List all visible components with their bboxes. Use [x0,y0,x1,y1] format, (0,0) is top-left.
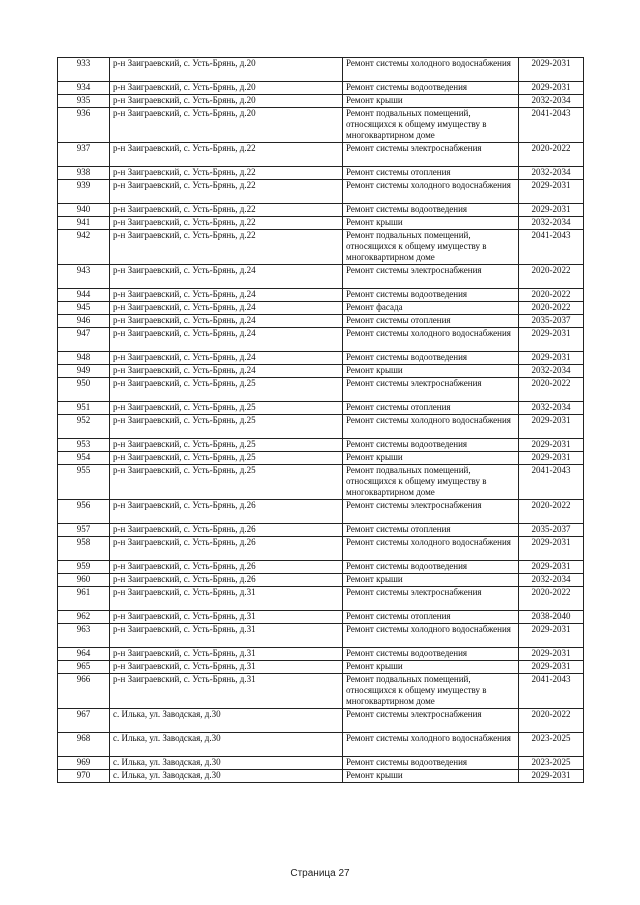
table-row [58,624,584,648]
row-number-cell: 961 [58,587,110,611]
table-body [58,58,584,783]
address-cell: с. Илька, ул. Заводская, д.30 [110,709,343,733]
row-number-cell: 960 [58,574,110,587]
period-cell: 2032-2034 [519,402,584,415]
period-cell: 2032-2034 [519,574,584,587]
table-row [58,58,584,82]
table-row [58,108,584,143]
address-cell: р-н Заиграевский, с. Усть-Брянь, д.20 [110,95,343,108]
work-type-cell: Ремонт системы электроснабжения [343,378,519,402]
table-row [58,733,584,757]
period-cell: 2023-2025 [519,733,584,757]
table-row [58,648,584,661]
period-cell: 2020-2022 [519,500,584,524]
work-type-cell: Ремонт крыши [343,661,519,674]
work-type-cell: Ремонт крыши [343,452,519,465]
row-number-cell: 947 [58,328,110,352]
table-row [58,537,584,561]
address-cell: р-н Заиграевский, с. Усть-Брянь, д.26 [110,537,343,561]
period-cell: 2041-2043 [519,674,584,709]
work-type-cell: Ремонт системы холодного водоснабжения [343,415,519,439]
address-cell: р-н Заиграевский, с. Усть-Брянь, д.31 [110,648,343,661]
work-type-cell: Ремонт системы отопления [343,167,519,180]
period-cell: 2020-2022 [519,378,584,402]
table-row [58,230,584,265]
address-cell: р-н Заиграевский, с. Усть-Брянь, д.25 [110,439,343,452]
row-number-cell: 949 [58,365,110,378]
work-type-cell: Ремонт системы холодного водоснабжения [343,58,519,82]
address-cell: р-н Заиграевский, с. Усть-Брянь, д.31 [110,674,343,709]
row-number-cell: 969 [58,757,110,770]
row-number-cell: 963 [58,624,110,648]
work-type-cell: Ремонт системы электроснабжения [343,587,519,611]
work-type-cell: Ремонт системы водоотведения [343,439,519,452]
row-number-cell: 968 [58,733,110,757]
address-cell: р-н Заиграевский, с. Усть-Брянь, д.24 [110,289,343,302]
address-cell: р-н Заиграевский, с. Усть-Брянь, д.24 [110,352,343,365]
row-number-cell: 954 [58,452,110,465]
address-cell: р-н Заиграевский, с. Усть-Брянь, д.31 [110,587,343,611]
address-cell: р-н Заиграевский, с. Усть-Брянь, д.20 [110,82,343,95]
period-cell: 2029-2031 [519,561,584,574]
table-row [58,289,584,302]
row-number-cell: 959 [58,561,110,574]
row-number-cell: 951 [58,402,110,415]
period-cell: 2020-2022 [519,265,584,289]
period-cell: 2038-2040 [519,611,584,624]
period-cell: 2023-2025 [519,757,584,770]
address-cell: р-н Заиграевский, с. Усть-Брянь, д.31 [110,661,343,674]
address-cell: р-н Заиграевский, с. Усть-Брянь, д.25 [110,402,343,415]
period-cell: 2041-2043 [519,465,584,500]
period-cell: 2029-2031 [519,180,584,204]
work-type-cell: Ремонт системы водоотведения [343,648,519,661]
row-number-cell: 939 [58,180,110,204]
period-cell: 2020-2022 [519,709,584,733]
address-cell: с. Илька, ул. Заводская, д.30 [110,757,343,770]
period-cell: 2029-2031 [519,82,584,95]
work-type-cell: Ремонт системы электроснабжения [343,500,519,524]
period-cell: 2035-2037 [519,315,584,328]
period-cell: 2035-2037 [519,524,584,537]
row-number-cell: 952 [58,415,110,439]
work-type-cell: Ремонт подвальных помещений, относящихся к общему имуществу в многоквартирном доме [343,230,519,265]
work-type-cell: Ремонт системы отопления [343,524,519,537]
row-number-cell: 935 [58,95,110,108]
row-number-cell: 962 [58,611,110,624]
table-row [58,402,584,415]
period-cell: 2020-2022 [519,587,584,611]
work-type-cell: Ремонт системы холодного водоснабжения [343,180,519,204]
row-number-cell: 942 [58,230,110,265]
table-row [58,365,584,378]
table-row [58,770,584,783]
table-row [58,587,584,611]
address-cell: р-н Заиграевский, с. Усть-Брянь, д.24 [110,328,343,352]
work-type-cell: Ремонт крыши [343,217,519,230]
row-number-cell: 964 [58,648,110,661]
table-row [58,452,584,465]
address-cell: р-н Заиграевский, с. Усть-Брянь, д.26 [110,574,343,587]
address-cell: р-н Заиграевский, с. Усть-Брянь, д.31 [110,624,343,648]
address-cell: р-н Заиграевский, с. Усть-Брянь, д.22 [110,143,343,167]
row-number-cell: 933 [58,58,110,82]
period-cell: 2032-2034 [519,95,584,108]
row-number-cell: 955 [58,465,110,500]
period-cell: 2029-2031 [519,624,584,648]
work-type-cell: Ремонт системы холодного водоснабжения [343,624,519,648]
row-number-cell: 940 [58,204,110,217]
table-row [58,82,584,95]
work-type-cell: Ремонт системы холодного водоснабжения [343,537,519,561]
table-row [58,217,584,230]
period-cell: 2020-2022 [519,302,584,315]
period-cell: 2032-2034 [519,217,584,230]
address-cell: р-н Заиграевский, с. Усть-Брянь, д.22 [110,180,343,204]
work-type-cell: Ремонт системы водоотведения [343,352,519,365]
work-type-cell: Ремонт фасада [343,302,519,315]
work-type-cell: Ремонт системы отопления [343,315,519,328]
period-cell: 2029-2031 [519,439,584,452]
row-number-cell: 946 [58,315,110,328]
table-row [58,709,584,733]
address-cell: р-н Заиграевский, с. Усть-Брянь, д.22 [110,217,343,230]
period-cell: 2029-2031 [519,661,584,674]
period-cell: 2020-2022 [519,143,584,167]
address-cell: р-н Заиграевский, с. Усть-Брянь, д.31 [110,611,343,624]
work-type-cell: Ремонт системы электроснабжения [343,143,519,167]
period-cell: 2041-2043 [519,230,584,265]
work-type-cell: Ремонт подвальных помещений, относящихся к общему имуществу в многоквартирном доме [343,108,519,143]
address-cell: р-н Заиграевский, с. Усть-Брянь, д.24 [110,365,343,378]
table-row [58,524,584,537]
row-number-cell: 941 [58,217,110,230]
work-type-cell: Ремонт системы электроснабжения [343,265,519,289]
row-number-cell: 934 [58,82,110,95]
address-cell: р-н Заиграевский, с. Усть-Брянь, д.26 [110,561,343,574]
period-cell: 2029-2031 [519,415,584,439]
period-cell: 2029-2031 [519,352,584,365]
row-number-cell: 937 [58,143,110,167]
row-number-cell: 938 [58,167,110,180]
period-cell: 2029-2031 [519,452,584,465]
period-cell: 2032-2034 [519,167,584,180]
table-row [58,439,584,452]
period-cell: 2020-2022 [519,289,584,302]
table-row [58,611,584,624]
address-cell: с. Илька, ул. Заводская, д.30 [110,733,343,757]
work-type-cell: Ремонт подвальных помещений, относящихся к общему имуществу в многоквартирном доме [343,465,519,500]
address-cell: р-н Заиграевский, с. Усть-Брянь, д.24 [110,315,343,328]
page-number: Страница 27 [290,868,350,879]
address-cell: р-н Заиграевский, с. Усть-Брянь, д.22 [110,167,343,180]
work-type-cell: Ремонт крыши [343,574,519,587]
table-row [58,661,584,674]
address-cell: р-н Заиграевский, с. Усть-Брянь, д.25 [110,415,343,439]
table-row [58,674,584,709]
period-cell: 2029-2031 [519,770,584,783]
row-number-cell: 957 [58,524,110,537]
address-cell: р-н Заиграевский, с. Усть-Брянь, д.22 [110,230,343,265]
row-number-cell: 956 [58,500,110,524]
period-cell: 2029-2031 [519,648,584,661]
work-type-cell: Ремонт системы водоотведения [343,289,519,302]
table-row [58,315,584,328]
table-row [58,415,584,439]
address-cell: р-н Заиграевский, с. Усть-Брянь, д.25 [110,378,343,402]
table-row [58,265,584,289]
table-row [58,574,584,587]
address-cell: р-н Заиграевский, с. Усть-Брянь, д.22 [110,204,343,217]
row-number-cell: 944 [58,289,110,302]
table-row [58,378,584,402]
table-row [58,352,584,365]
address-cell: р-н Заиграевский, с. Усть-Брянь, д.20 [110,108,343,143]
work-type-cell: Ремонт системы водоотведения [343,561,519,574]
work-type-cell: Ремонт системы электроснабжения [343,709,519,733]
table-row [58,143,584,167]
work-type-cell: Ремонт системы холодного водоснабжения [343,733,519,757]
work-type-cell: Ремонт крыши [343,770,519,783]
period-cell: 2029-2031 [519,58,584,82]
repair-schedule-table [57,57,584,783]
address-cell: р-н Заиграевский, с. Усть-Брянь, д.26 [110,500,343,524]
work-type-cell: Ремонт крыши [343,95,519,108]
row-number-cell: 967 [58,709,110,733]
address-cell: р-н Заиграевский, с. Усть-Брянь, д.24 [110,265,343,289]
address-cell: р-н Заиграевский, с. Усть-Брянь, д.24 [110,302,343,315]
row-number-cell: 965 [58,661,110,674]
work-type-cell: Ремонт системы водоотведения [343,204,519,217]
address-cell: р-н Заиграевский, с. Усть-Брянь, д.26 [110,524,343,537]
table-row [58,302,584,315]
row-number-cell: 958 [58,537,110,561]
address-cell: р-н Заиграевский, с. Усть-Брянь, д.25 [110,452,343,465]
period-cell: 2029-2031 [519,204,584,217]
work-type-cell: Ремонт системы холодного водоснабжения [343,328,519,352]
row-number-cell: 948 [58,352,110,365]
table-row [58,757,584,770]
table-row [58,500,584,524]
address-cell: р-н Заиграевский, с. Усть-Брянь, д.25 [110,465,343,500]
period-cell: 2041-2043 [519,108,584,143]
work-type-cell: Ремонт системы водоотведения [343,82,519,95]
table-row [58,204,584,217]
work-type-cell: Ремонт крыши [343,365,519,378]
row-number-cell: 950 [58,378,110,402]
row-number-cell: 936 [58,108,110,143]
table-row [58,180,584,204]
period-cell: 2032-2034 [519,365,584,378]
work-type-cell: Ремонт системы отопления [343,611,519,624]
row-number-cell: 945 [58,302,110,315]
address-cell: р-н Заиграевский, с. Усть-Брянь, д.20 [110,58,343,82]
address-cell: с. Илька, ул. Заводская, д.30 [110,770,343,783]
period-cell: 2029-2031 [519,328,584,352]
table-row [58,167,584,180]
table-row [58,95,584,108]
table-row [58,328,584,352]
table-row [58,561,584,574]
row-number-cell: 970 [58,770,110,783]
row-number-cell: 943 [58,265,110,289]
period-cell: 2029-2031 [519,537,584,561]
work-type-cell: Ремонт системы отопления [343,402,519,415]
row-number-cell: 966 [58,674,110,709]
table-row [58,465,584,500]
row-number-cell: 953 [58,439,110,452]
work-type-cell: Ремонт системы водоотведения [343,757,519,770]
work-type-cell: Ремонт подвальных помещений, относящихся к общему имуществу в многоквартирном доме [343,674,519,709]
